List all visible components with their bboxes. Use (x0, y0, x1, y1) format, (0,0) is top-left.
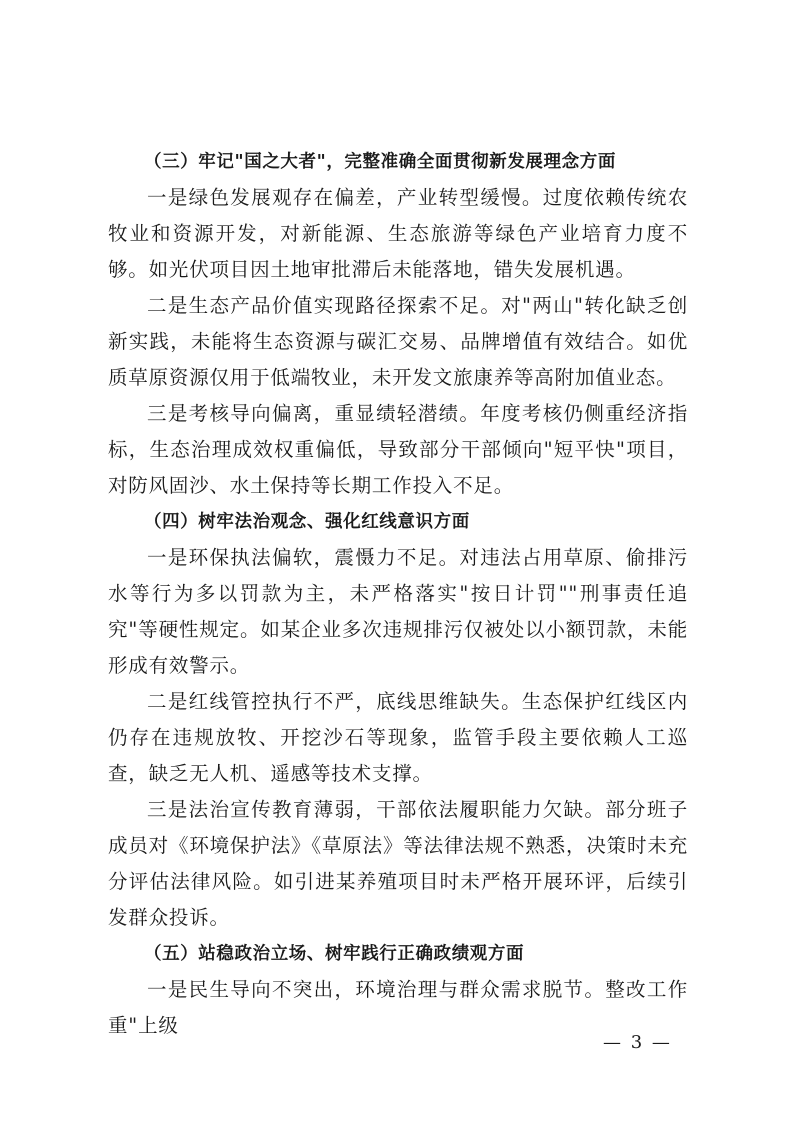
paragraph: 三是考核导向偏离，重显绩轻潜绩。年度考核仍侧重经济指标，生态治理成效权重偏低，导致部分干部倾向"短平快"项目，对防风固沙、水土保持等长期工作投入不足。 (108, 402, 688, 497)
page-number: — 3 — (603, 1032, 672, 1053)
paragraph: 一是民生导向不突出，环境治理与群众需求脱节。整改工作重"上级 (108, 978, 688, 1037)
section-heading: （四）树牢法治观念、强化红线意识方面 (144, 512, 470, 532)
paragraph: 一是绿色发展观存在偏差，产业转型缓慢。过度依赖传统农牧业和资源开发，对新能源、生态旅游等绿色产业培育力度不够。如光伏项目因土地审批滞后未能落地，错失发展机遇。 (108, 186, 688, 281)
paragraph: 一是环保执法偏软，震慑力不足。对违法占用草原、偷排污水等行为多以罚款为主，未严格落实"按日计罚""刑事责任追究"等硬性规定。如某企业多次违规排污仅被处以小额罚款，未能形成有效警示。 (108, 546, 688, 677)
section-heading: （三）牢记"国之大者"，完整准确全面贯彻新发展理念方面 (144, 152, 616, 172)
paragraph: 二是生态产品价值实现路径探索不足。对"两山"转化缺乏创新实践，未能将生态资源与碳汇交易、品牌增值有效结合。如优质草原资源仅用于低端牧业，未开发文旅康养等高附加值业态。 (108, 294, 688, 389)
paragraph: 三是法治宣传教育薄弱，干部依法履职能力欠缺。部分班子成员对《环境保护法》《草原法》等法律法规不熟悉，决策时未充分评估法律风险。如引进某养殖项目时未严格开展环评，后续引发群众投诉。 (108, 798, 688, 929)
section-heading: （五）站稳政治立场、树牢践行正确政绩观方面 (144, 944, 525, 964)
paragraph: 二是红线管控执行不严，底线思维缺失。生态保护红线区内仍存在违规放牧、开挖沙石等现象，监管手段主要依赖人工巡查，缺乏无人机、遥感等技术支撑。 (108, 690, 688, 785)
document-page (108, 144, 688, 1044)
